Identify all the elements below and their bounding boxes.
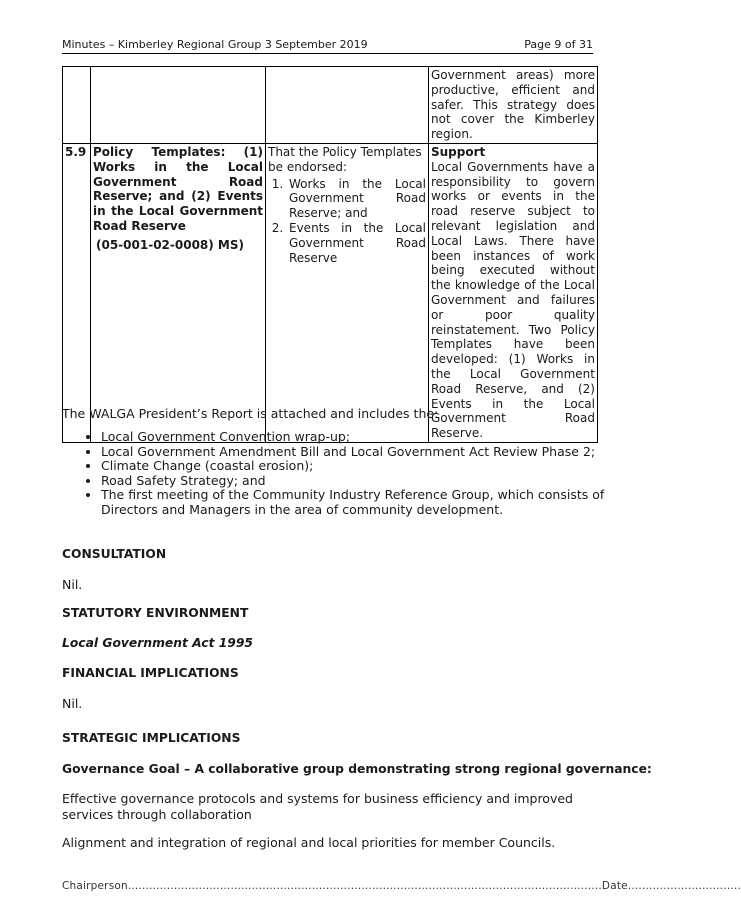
recommendation-list (268, 177, 426, 266)
consultation-heading: CONSULTATION (62, 547, 167, 561)
date-label: Date (601, 880, 628, 892)
comment-text: Local Governments have a responsibility to govern works or events in the road reserve subject to relevant legislation and Local Laws. There have been instances of work being executed without the knowledge of the Local Government and failures or poor quality reinstatement. Two Policy Templates have been developed: (1) Works in the Local Government Road Reserve, and (2) Events in the Local Government Road Reserve. (431, 159, 595, 441)
list-item: • Local Government Convention wrap-up; (101, 430, 621, 445)
report-items-list (62, 430, 621, 518)
items-table (62, 66, 598, 443)
recommendation-intro: That the Policy Templates be endorsed: (268, 144, 422, 174)
item-reference: (05-001-02-0008) MS) (96, 237, 245, 252)
item-number-cell (63, 143, 91, 442)
document-title: Minutes – Kimberley Regional Group 3 September 2019 (62, 38, 368, 51)
report-intro: The WALGA President’s Report is attached and includes the: (62, 406, 439, 421)
signature-line: ...................................................................................................................................... (127, 880, 602, 892)
table-row (63, 67, 598, 144)
comment-text: Government areas) more productive, efficient and safer. This strategy does not cover the Kimberley region. (431, 68, 595, 142)
comment-heading: Support (431, 144, 486, 159)
item-number-cell (63, 67, 91, 144)
comment-cell (429, 67, 598, 144)
goal-paragraph: Effective governance protocols and systems for business efficiency and improved services through collaboration (62, 791, 573, 822)
list-item: 2. Events in the Local Government Road Reserve (287, 221, 426, 265)
recommendation-cell (266, 143, 429, 442)
date-line: ................................ (627, 880, 741, 892)
page-header (62, 37, 593, 54)
statutory-text: Local Government Act 1995 (62, 636, 253, 650)
table-row (63, 143, 598, 442)
statutory-heading: STATUTORY ENVIRONMENT (62, 606, 249, 620)
list-item: • Climate Change (coastal erosion); (101, 459, 621, 474)
page-number: Page 9 of 31 (524, 38, 593, 51)
recommendation-cell (266, 67, 429, 144)
item-title: Policy Templates: (1) Works in the Local Government Road Reserve; and (2) Events in the Local Government Road Reserve (93, 144, 263, 233)
goal-heading: Governance Goal – A collaborative group demonstrating strong regional governance: (62, 762, 652, 776)
list-item: 1. Works in the Local Government Road Reserve; and (287, 177, 426, 221)
comment-cell (429, 143, 598, 442)
signature-footer (62, 880, 741, 892)
goal-paragraph: Alignment and integration of regional and local priorities for member Councils. (62, 835, 556, 850)
list-item: • Road Safety Strategy; and (101, 474, 621, 489)
financial-heading: FINANCIAL IMPLICATIONS (62, 666, 239, 680)
list-item: • Local Government Amendment Bill and Local Government Act Review Phase 2; (101, 445, 621, 460)
financial-text: Nil. (62, 696, 83, 711)
list-item: • The first meeting of the Community Industry Reference Group, which consists of Directors and Managers in the area of community development. (101, 488, 621, 517)
item-title-cell (91, 143, 266, 442)
chairperson-label: Chairperson (62, 880, 128, 892)
item-title-cell (91, 67, 266, 144)
consultation-text: Nil. (62, 577, 83, 592)
item-number: 5.9 (65, 144, 87, 159)
strategic-heading: STRATEGIC IMPLICATIONS (62, 731, 241, 745)
